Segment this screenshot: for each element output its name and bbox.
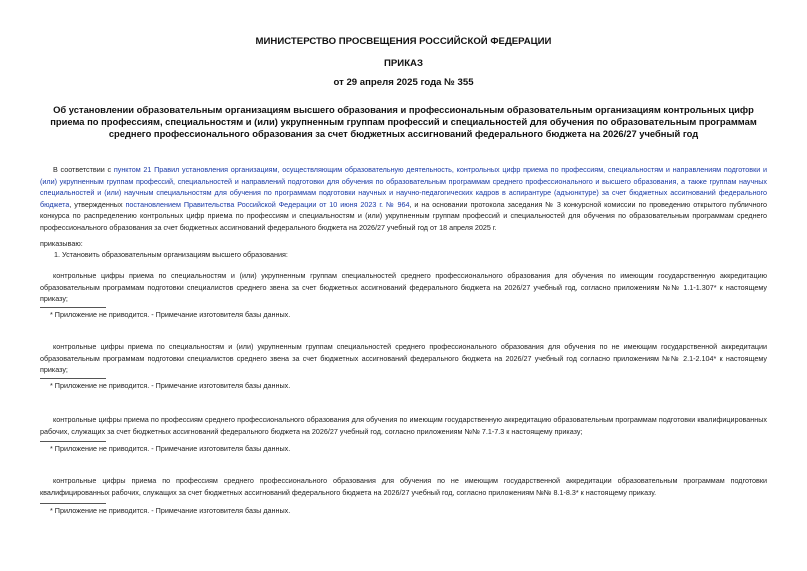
document-title: Об установлении образовательным организациям высшего образования и профессиональным образовательным организациям контрольных цифр приема по профессиям, специальностям и (или) укрупненным группам профессий и специальностей для обучения по образовательным программам среднего профессионального образования за счет бюджетных ассигнований федерального бюджета на 2026/27 учебный год	[50, 104, 757, 140]
footnote-rule-4	[40, 503, 106, 504]
footnote-4: * Приложение не приводится. - Примечание изготовителя базы данных.	[50, 506, 291, 515]
order-date: от 29 апреля 2025 года № 355	[333, 77, 474, 88]
quota-paragraph-3: контрольные цифры приема по профессиям среднего профессионального образования для обучения по имеющим государственную аккредитацию образовательным программам подготовки квалифицированных рабочих, служащих за счет бюджетных ассигнований федерального бюджета на 2026/27 учебный год, согласно приложениям №№ 7.1-7.3 к настоящему приказу;	[40, 415, 767, 436]
quota-paragraph-2: контрольные цифры приема по специальностям и (или) укрупненным группам специальностей среднего профессионального образования для обучения по не имеющим государственной аккредитации образовательным программам подготовки специалистов среднего звена за счет бюджетных ассигнований федерального бюджета на 2026/27 учебный год согласно приложениям №№ 2.1-2.104* к настоящему приказу;	[40, 342, 767, 375]
quota-paragraph-1: контрольные цифры приема по специальностям и (или) укрупненным группам специальностей среднего профессионального образования для обучения по имеющим государственную аккредитацию образовательным программам подготовки специалистов среднего звена за счет бюджетных ассигнований федерального бюджета на 2026/27 учебный год, согласно приложениям №№ 1.1-1.307* к настоящему приказу;	[40, 271, 767, 304]
rules-link[interactable]: пунктом 21 Правил установления организациям, осуществляющим образовательную деятельность, контрольных цифр приема по профессиям, специальностям и направлениям подготовки и (или) укрупненным группам профессий, специальностей и направлений подготовки для обучения по образовательным программам среднего профессионального и высшего образования, а также группам научных специальностей и (или) научным специальностям для обучения по программам подготовки научных и научно-педагогических кадров в аспирантуре (адъюнктуре) за счет бюджетных ассигнований федерального бюджета	[40, 165, 768, 209]
preamble-paragraph	[40, 164, 767, 234]
ministry-heading: МИНИСТЕРСТВО ПРОСВЕЩЕНИЯ РОССИЙСКОЙ ФЕДЕРАЦИИ	[255, 36, 552, 47]
order-word: приказываю:	[40, 239, 83, 248]
footnote-1: * Приложение не приводится. - Примечание изготовителя базы данных.	[50, 310, 291, 319]
footnote-rule-1	[40, 307, 106, 308]
preamble-text-2: , утвержденных	[69, 199, 126, 209]
footnote-rule-3	[40, 441, 106, 442]
preamble-text-3: , и на основании протокола заседания № 3 конкурсной комиссии по проведению открытого публичного конкурса по распределению контрольных цифр приема по профессиям и специальностям и (или) укрупненным группам профессий и специальностей для обучения по образовательным программам среднего профессионального образования за счет бюджетных ассигнований федерального бюджета на 2026/27 учебный год от 18 апреля 2025 г.	[40, 199, 767, 232]
footnote-2: * Приложение не приводится. - Примечание изготовителя базы данных.	[50, 381, 291, 390]
footnote-3: * Приложение не приводится. - Примечание изготовителя базы данных.	[50, 444, 291, 453]
preamble-text-1: В соответствии с	[53, 165, 114, 174]
order-heading: ПРИКАЗ	[384, 58, 423, 69]
footnote-rule-2	[40, 378, 106, 379]
resolution-link[interactable]: постановлением Правительства Российской Федерации от 10 июня 2023 г. № 964	[125, 199, 410, 209]
quota-paragraph-4: контрольные цифры приема по профессиям среднего профессионального образования для обучения по не имеющим государственной аккредитации образовательным программам подготовки квалифицированных рабочих, служащих за счет бюджетных ассигнований федерального бюджета на 2026/27 учебный год, согласно приложениям №№ 8.1-8.3* к настоящему приказу.	[40, 476, 767, 497]
item-1: 1. Установить образовательным организациям высшего образования:	[54, 250, 288, 259]
